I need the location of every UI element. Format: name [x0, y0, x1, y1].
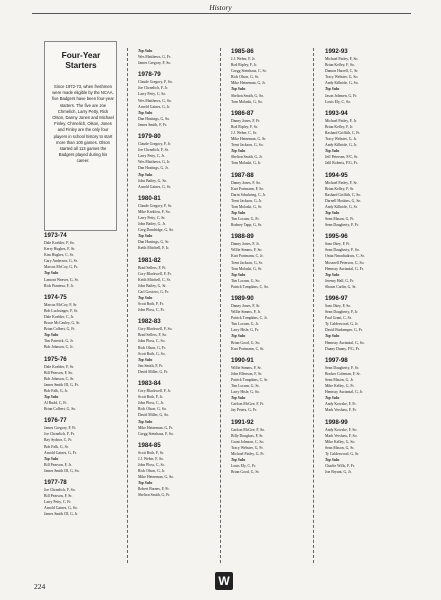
- starter-entry: Ty Calderwood, G, Sr.: [325, 451, 360, 456]
- starter-entry: Trent Jackson, G, Jr.: [231, 198, 263, 203]
- starter-entry: Wes Matthews, G, Jr.: [138, 160, 171, 165]
- top-subs-label: Top Subs: [231, 87, 246, 92]
- sub-entry: James Gregory, F, So.: [138, 61, 172, 66]
- season-year: 1990-91: [231, 356, 254, 364]
- sub-entry: Al Rudd, C, Fr.: [44, 401, 68, 406]
- season-block: [44, 479, 116, 517]
- sub-entry: Bob Johnson, C, Jr.: [44, 345, 74, 350]
- season-year: 1996-97: [325, 295, 348, 302]
- sub-entry: Louis Ely, C, So.: [325, 99, 351, 104]
- starter-entry: Larry Hisle, G, Fr.: [231, 328, 260, 333]
- sub-entry: Louis Ely, C, Fr.: [231, 464, 257, 469]
- top-subs-label: Top Subs: [44, 271, 59, 276]
- season-block: [138, 257, 210, 314]
- starter-entry: Andy Kilbride, G, Sr.: [325, 204, 358, 209]
- sub-entry: Jim Smith, F, Fr.: [138, 363, 164, 368]
- season-year: 1986-87: [231, 109, 254, 117]
- starter-entry: Booker Coleman, F, Sr.: [325, 371, 361, 376]
- sub-entry: Mike Heineman, G, Fr.: [138, 425, 174, 430]
- starter-entry: Tracy Webster, G, Jr.: [325, 137, 357, 142]
- starter-entry: Tracy Webster, G, So.: [325, 75, 359, 80]
- sub-entry: Duany Duany, F/G, Fr.: [325, 346, 360, 351]
- starter-entry: Trent Jackson, G, Sr.: [231, 260, 263, 265]
- season-year: 1985-86: [231, 48, 254, 55]
- starter-entry: Sean Daugherty, F, Jr.: [325, 310, 359, 315]
- season-block: [138, 318, 210, 375]
- starter-entry: Gregg Steinhaus, C, Sr.: [231, 69, 267, 74]
- top-subs-label: Top Subs: [138, 481, 153, 486]
- header-rule: [32, 13, 411, 14]
- starter-entry: Cory Blackwell, F, Fr.: [138, 271, 172, 276]
- starter-entry: Willie Simms, F, Sr.: [231, 365, 262, 370]
- starter-entry: Rod Ripley, F, Sr.: [231, 124, 258, 129]
- sub-entry: Hennssy Auriantal, G, So.: [325, 340, 365, 345]
- starter-entry: John Bailey, G, Sr.: [138, 283, 167, 288]
- sub-entry: Tim Paterick, G, Jr.: [44, 339, 74, 344]
- starter-entry: Michael Finley, G, Fr.: [231, 451, 265, 456]
- column-divider: [127, 48, 128, 563]
- top-subs-label: Top Subs: [325, 457, 340, 462]
- sub-entry: Brian Colbert, G, So.: [44, 407, 77, 412]
- season-block: [325, 419, 397, 476]
- starter-entry: Danny Jones, F, So.: [231, 180, 262, 185]
- season-year: 1977-78: [44, 479, 67, 486]
- starter-entry: Tim Locum, G, Sr.: [231, 384, 260, 389]
- top-subs-label: Top Subs: [44, 394, 59, 399]
- season-block: [231, 110, 303, 167]
- starter-entry: Trent Jackson, G, So.: [231, 143, 264, 148]
- season-year: 1981-82: [138, 256, 161, 264]
- sub-entry: John Bailey, G, So.: [138, 178, 168, 183]
- season-year: 1992-93: [325, 48, 348, 55]
- starter-entry: Tim Locum, G, Jr.: [231, 322, 259, 327]
- sub-entry: Shawn Carlin, G, Sr.: [325, 284, 357, 289]
- starter-entry: Claude Gregory, F, So.: [138, 80, 173, 85]
- sub-entry: Sean Mason, G, Fr.: [325, 217, 355, 222]
- sub-entry: Shelton Smith, G, Jr.: [231, 155, 263, 160]
- sub-entry: Kurt Portmann, C, Sr.: [231, 346, 265, 351]
- starter-entry: Damon Harrell, C, Sr.: [325, 69, 359, 74]
- starter-entry: Rick Olson, G, Sr.: [231, 75, 259, 80]
- starter-entry: Bob Luchsinger, F, Sr.: [44, 308, 78, 313]
- sub-entry: Keith Mitchell, F, Jr.: [138, 246, 170, 251]
- sub-entry: Patrick Tompkins, C, So.: [231, 284, 270, 289]
- season-block: [138, 71, 210, 128]
- starter-entry: Scott Roth, F, Jr.: [138, 395, 164, 400]
- starter-entry: Kim Hughes, C, Sr.: [44, 253, 74, 258]
- starter-entry: Willie Simms, F, Jr.: [231, 310, 261, 315]
- starter-entry: Carl Gostovo, G, Fr.: [138, 289, 170, 294]
- season-year: 1995-96: [325, 233, 348, 241]
- starter-entry: Cory Blackwell, F, Jr.: [138, 389, 172, 394]
- starter-entry: Larry Petty, C, Sr.: [138, 215, 166, 220]
- starter-entry: Rashard Griffith, C, So.: [325, 192, 362, 197]
- starter-entry: Bob Falk, G, Sr.: [44, 444, 69, 449]
- sub-entry: Brian Good, G, Sr.: [231, 470, 260, 475]
- starter-entry: Danny Jones, F, Sr.: [231, 304, 261, 308]
- starter-entry: Brian Kelley, F, Jr.: [325, 124, 354, 129]
- season-block: [325, 110, 397, 167]
- sub-entry: Arnold Gaines, G, Sr.: [138, 184, 171, 189]
- starter-entry: Mike Kelley, G, So.: [325, 439, 356, 444]
- starter-entry: David Miller, G, So.: [138, 413, 170, 418]
- starter-entry: Carlton McGee, F, So.: [231, 427, 266, 432]
- starter-entry: Michael Finley, F, So.: [325, 57, 359, 61]
- sub-entry: Shelton Smith, G, So.: [231, 93, 265, 98]
- top-subs-label: Top Subs: [325, 334, 340, 339]
- sub-entry: Jeff Petersen, F/C, Sr.: [325, 155, 359, 160]
- season-block: [231, 295, 303, 352]
- starter-entry: Brian Colbert, G, Fr.: [44, 327, 76, 332]
- starter-entry: Kurt Portmann, C, Jr.: [231, 254, 264, 259]
- starter-entry: Brad Sellers, F, So.: [138, 333, 168, 338]
- season-year: 1979-80: [138, 133, 161, 141]
- starter-entry: Joe Chrnelich, F, Jr.: [138, 86, 169, 91]
- starter-entry: Mike Heineman, G, Jr.: [231, 81, 266, 86]
- page-section-title: History: [209, 3, 232, 12]
- season-year: 1994-95: [325, 171, 348, 179]
- season-block: [325, 172, 397, 229]
- season-year: 1982-83: [138, 318, 161, 326]
- sub-entry: Dan Hastings, G, Sr.: [138, 240, 170, 245]
- sub-entry: Carlton McGee, F, Fr.: [231, 402, 265, 407]
- starter-entry: Kurt Portmann, F, So.: [231, 186, 265, 191]
- roster-column-2: [138, 48, 210, 499]
- starter-entry: J.J. Weber, C, Sr.: [231, 130, 257, 135]
- top-subs-label: Top Subs: [325, 149, 340, 154]
- starter-entry: Andy Kilbride, G, Jr.: [325, 143, 358, 148]
- starter-entry: Rick Olson, G, Jr.: [138, 469, 166, 474]
- season-block: [138, 133, 210, 190]
- sub-entry: Jay Peters, G, Fr.: [231, 408, 257, 413]
- season-block: [231, 233, 303, 290]
- sub-entry: James Smith III, G, So.: [44, 468, 80, 473]
- sidebar-title: Four-Year Starters: [61, 50, 101, 70]
- starter-entry: Kerry Hughes, F, Sr.: [44, 247, 76, 252]
- starter-entry: Andy Kilbride, G, So.: [325, 81, 359, 86]
- starter-entry: Willie Simms, F, So.: [231, 248, 263, 253]
- starter-entry: Dale Koehler, C, Jr.: [44, 314, 75, 319]
- season-block: [231, 48, 303, 105]
- starter-entry: Dale Koehler, F, Sr.: [44, 364, 74, 369]
- starter-entry: Darnell Hoskins, G, So.: [325, 198, 362, 203]
- starter-entry: Larry Petty, C, Fr.: [44, 500, 72, 505]
- starter-entry: Joe Chrnelich, F, Sr.: [138, 148, 169, 153]
- starter-entry: John Bailey, G, Jr.: [138, 222, 166, 227]
- season-block: [138, 380, 210, 437]
- starter-entry: Patrick Tompkins, C, Sr.: [231, 377, 269, 382]
- starter-entry: Sean Mason, G, Sr.: [325, 445, 355, 450]
- top-subs-label: Top Subs: [231, 272, 246, 277]
- starter-entry: Michael Finley, F, Sr.: [325, 180, 358, 185]
- season-year: 1998-99: [325, 418, 348, 426]
- starter-entry: Danny Jones, F, Fr.: [231, 118, 261, 123]
- sub-entry: Robert Barnes, F, Fr.: [138, 487, 170, 492]
- starter-entry: Sean Daugherty, F, So.: [325, 248, 360, 253]
- season-year: 1988-89: [231, 233, 254, 241]
- season-year: 1989-90: [231, 295, 254, 302]
- starter-entry: Brian Kelley, F, Sr.: [325, 186, 354, 191]
- starter-entry: Mike Heineman, G, So.: [138, 475, 175, 480]
- sub-entry: Tom Molaski, G, So.: [231, 99, 263, 104]
- starter-entry: Rick Olson, G, So.: [138, 407, 167, 412]
- starter-entry: J.J. Weber, F, Jr.: [231, 57, 256, 61]
- top-subs-label: Top Subs: [138, 357, 153, 362]
- sub-entry: Charlie Wills, F, Fr.: [325, 464, 355, 469]
- starter-entry: Scott Roth, G, So.: [138, 351, 166, 356]
- starter-entry: Danny Jones, F, Jr.: [231, 242, 260, 247]
- starter-entry: David Burkemper, G, Fr.: [325, 328, 363, 333]
- starter-entry: Arnold Gaines, G, Fr.: [44, 450, 77, 455]
- starter-entry: Mosezell Peterson, G, So.: [325, 260, 365, 265]
- starter-entry: Rod Ripley, F, Jr.: [231, 63, 258, 68]
- starter-entry: Wes Matthews, G, So.: [138, 98, 172, 103]
- starter-entry: Greg Dandridge, G, So.: [138, 228, 175, 233]
- starter-entry: Arnold Gaines, G, Jr.: [138, 104, 171, 109]
- top-subs-label: Top Subs: [231, 334, 246, 339]
- season-year: 1997-98: [325, 356, 348, 364]
- starter-entry: James Smith III, G, Fr.: [44, 382, 79, 387]
- starter-entry: Rashard Griffith, C, Fr.: [325, 130, 361, 135]
- starter-entry: Bob Falk, G, Jr.: [44, 388, 69, 393]
- starter-entry: John Ellenson, F, Sr.: [231, 371, 263, 376]
- top-subs-label: Top Subs: [44, 333, 59, 338]
- starter-entry: Bill Pearson, F, Sr.: [44, 494, 73, 499]
- starter-entry: Tom Molaski, G, Sr.: [231, 266, 262, 271]
- season-block: [325, 233, 397, 290]
- sub-entry: Mark Vershaw, F, Fr.: [325, 408, 357, 413]
- starter-entry: Marcus McCoy, F, Sr.: [44, 302, 78, 307]
- starter-entry: Bill Pearson, F, So.: [44, 370, 74, 375]
- top-subs-label: Top Subs: [325, 210, 340, 215]
- starter-entry: Mike Kreklow, F, So.: [138, 209, 171, 214]
- sub-entry: John Ploss, C, Fr.: [138, 308, 165, 313]
- starter-entry: Rick Olson, G, Fr.: [138, 345, 166, 350]
- column-divider: [220, 48, 221, 563]
- column-divider: [313, 48, 314, 563]
- starter-entry: Darin Schubring, C, Jr.: [231, 192, 267, 197]
- starter-entry: Bob Johnson, C, Sr.: [44, 376, 75, 381]
- starter-entry: James Gregory, F, Fr.: [44, 426, 77, 431]
- top-subs-label: Top Subs: [138, 419, 153, 424]
- sub-entry: Dan Hastings, G, So.: [138, 116, 171, 121]
- season-block: [325, 295, 397, 352]
- season-block: [325, 357, 397, 414]
- season-year: 1993-94: [325, 109, 348, 117]
- season-block: [44, 294, 116, 351]
- season-block: [231, 419, 303, 476]
- top-subs-label: Top Subs: [138, 172, 153, 177]
- sub-entry: Gregg Steinhaus, F, So.: [138, 431, 174, 436]
- sub-entry: Rick Piantesa, F, Jr.: [44, 283, 74, 288]
- starter-entry: Claude Gregory, F, Sr.: [138, 203, 172, 208]
- starter-entry: Sean Mason, G, Jr.: [325, 377, 354, 382]
- season-block: [44, 417, 116, 474]
- motion-w-logo: W: [215, 572, 233, 590]
- sidebar-text: Since 1972-73, when freshmen were made eligible by the NCAA, five Badgers have been four-year starters. The five are Joe Chrnelich, Larry Petty, Rick Olson, Danny Jones and Michael Finley. Chrnelich, Olson, Jones and Finley are the only four players in school history to start more than 100 games. Olson started all 113 games the Badgers played during his career.: [52, 84, 114, 164]
- starter-entry: Sam Okey, F, So.: [325, 304, 352, 308]
- starter-entry: Michael Finley, F, Jr.: [325, 118, 357, 123]
- starter-entry: Larry Petty, C, Jr.: [138, 154, 165, 159]
- season-block: [231, 172, 303, 229]
- sub-entry: Wes Matthews, G, Fr.: [138, 55, 172, 60]
- season-year: 1987-88: [231, 171, 254, 179]
- starter-entry: Paul Grant, C, Sr.: [325, 316, 352, 321]
- starter-entry: J.J. Weber, F, So.: [138, 456, 164, 461]
- starter-entry: Billy Douglass, F, Sr.: [231, 433, 264, 438]
- starter-entry: Marcus McCoy, G, Fr.: [44, 265, 79, 270]
- top-subs-label: Top Subs: [138, 110, 153, 115]
- starter-entry: Ty Calderwood, G, Jr.: [325, 322, 359, 327]
- top-subs-label: Top Subs: [231, 396, 246, 401]
- starter-entry: Gary Anderson, G, Sr.: [44, 259, 78, 264]
- starter-entry: Dan Hastings, G, Jr.: [138, 166, 169, 171]
- sub-entry: Tim Locum, G, So.: [231, 278, 261, 283]
- season-block: [138, 48, 210, 66]
- sub-entry: David Miller, G, Fr.: [138, 369, 169, 374]
- starter-entry: Keith Mitchell, C, Sr.: [138, 277, 171, 282]
- top-subs-label: Top Subs: [231, 457, 246, 462]
- sub-entry: Jon Bryant, G, Jr.: [325, 470, 352, 475]
- starter-entry: James Smith III, G, Jr.: [44, 512, 79, 517]
- season-year: 1991-92: [231, 418, 254, 426]
- top-subs-label: Top Subs: [231, 149, 246, 154]
- starter-entry: Scott Roth, F, Sr.: [138, 450, 164, 455]
- top-subs-label: Top Subs: [231, 210, 246, 215]
- season-block: [44, 232, 116, 289]
- starter-entry: John Ploss, C, So.: [138, 339, 166, 344]
- top-subs-label: Top Subs: [138, 296, 153, 300]
- starter-entry: Brian Kelley, F, So.: [325, 63, 355, 68]
- starter-entry: Tom Molaski, G, Sr.: [231, 204, 262, 209]
- sub-entry: Tim Locum, G, Fr.: [231, 217, 260, 222]
- top-subs-label: Top Subs: [325, 272, 340, 277]
- starter-entry: Hennssy Auriantal, G, Jr.: [325, 390, 364, 395]
- season-year: 1983-84: [138, 380, 161, 388]
- starter-entry: Onita Nmadiuikwu, C, Sr.: [325, 254, 365, 259]
- season-year: 1980-81: [138, 194, 161, 202]
- sub-entry: Bill Pearson, F, Jr.: [44, 462, 72, 467]
- season-year: 1975-76: [44, 355, 67, 363]
- season-block: [138, 442, 210, 499]
- sub-entry: James Smith, F, Fr.: [138, 122, 168, 127]
- season-block: [138, 195, 210, 252]
- starter-entry: Arnold Gaines, G, So.: [44, 506, 78, 511]
- sub-entry: Tom Molaski, G, Jr.: [231, 161, 262, 166]
- sub-entry: Lamont Weaver, G, Sr.: [44, 277, 79, 282]
- season-year: 1973-74: [44, 232, 67, 239]
- starter-entry: Larry Petty, C, So.: [138, 92, 167, 97]
- sub-entry: Sean Daugherty, F, Fr.: [325, 223, 359, 228]
- season-block: [44, 356, 116, 413]
- starter-entry: Grant Johnson, C, So.: [231, 439, 265, 444]
- top-subs-label: Top Subs: [325, 396, 340, 401]
- sub-entry: Jeremy Hall, G, Fr.: [325, 278, 355, 283]
- page-number: 224: [34, 582, 46, 591]
- season-block: [325, 48, 397, 105]
- starter-entry: Joe Chrnelich, F, Fr.: [44, 432, 75, 437]
- season-year: 1976-77: [44, 417, 67, 425]
- starter-entry: Patrick Tompkins, C, Jr.: [231, 316, 268, 321]
- starter-entry: Andy Kowske, F, So.: [325, 427, 358, 432]
- starter-entry: Brad Sellers, F, Fr.: [138, 265, 167, 270]
- starter-entry: Hennssy Auriantal, G, Fr.: [325, 266, 364, 271]
- sub-entry: Shelton Smith, G, Fr.: [138, 493, 171, 498]
- season-year: 1974-75: [44, 293, 67, 301]
- roster-column-4: [325, 48, 397, 475]
- sub-entry: Jason Johnsen, G, Fr.: [325, 93, 358, 98]
- starter-entry: Bruce McCauley, G, Sr.: [44, 321, 81, 326]
- starter-entry: Mike Kelley, G, Fr.: [325, 384, 355, 389]
- top-subs-label: Top Subs: [138, 49, 153, 53]
- season-block: [231, 357, 303, 414]
- sub-entry: Rodney Tapp, G, Sr.: [231, 223, 262, 228]
- starter-entry: Larry Hisle, G, So.: [231, 390, 260, 395]
- top-subs-label: Top Subs: [44, 456, 59, 461]
- roster-column-1: [44, 232, 116, 517]
- starter-entry: Sean Daugherty, F, Sr.: [325, 365, 359, 370]
- season-year: 1978-79: [138, 71, 161, 79]
- sub-entry: Scott Roth, F, Fr.: [138, 302, 164, 307]
- starter-entry: Dale Koehler, F, So.: [44, 241, 75, 245]
- starter-entry: Mark Vershaw, F, So.: [325, 433, 358, 438]
- starter-entry: Cory Blackwell, F, So.: [138, 327, 173, 332]
- starter-entry: John Ploss, C, Sr.: [138, 462, 165, 467]
- starter-entry: Mike Heineman, G, Sr.: [231, 137, 267, 142]
- sub-entry: Jalil Roberts, F/G, Fr.: [325, 161, 358, 166]
- top-subs-label: Top Subs: [325, 87, 340, 92]
- starter-entry: Joe Chrnelich, F, So.: [44, 488, 76, 492]
- starter-entry: Sam Okey, F, Fr.: [325, 242, 351, 247]
- starter-entry: John Ploss, C, Jr.: [138, 401, 164, 406]
- sub-entry: Andy Kowske, F, Fr.: [325, 402, 357, 407]
- starter-entry: Ray Sydnor, C, Fr.: [44, 438, 73, 443]
- sub-entry: Brian Good, G, So.: [231, 340, 261, 345]
- roster-column-3: [231, 48, 303, 475]
- season-year: 1984-85: [138, 441, 161, 449]
- starter-entry: Tracy Webster, G, Fr.: [231, 445, 264, 450]
- top-subs-label: Top Subs: [138, 234, 153, 239]
- starter-entry: Claude Gregory, F, Jr.: [138, 142, 172, 147]
